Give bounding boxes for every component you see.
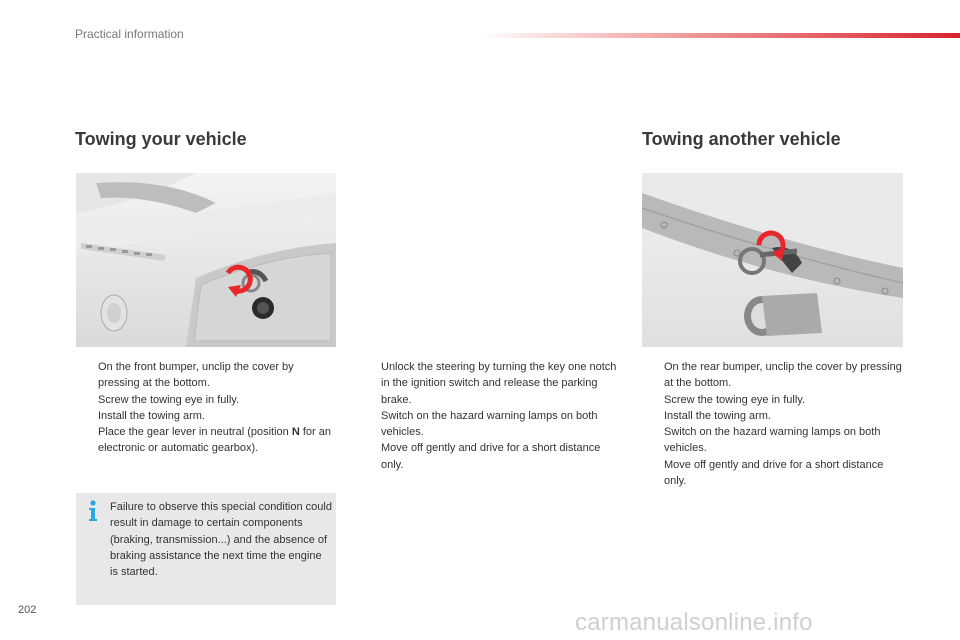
list-item: Install the towing arm.: [664, 409, 771, 422]
list-item: Move off gently and drive for a short distance only.: [381, 442, 601, 471]
towing-your-vehicle-title: Towing your vehicle: [75, 129, 247, 149]
section-label: Practical information: [75, 27, 184, 41]
list-item: On the rear bumper, unclip the cover by pressing at the bottom.: [664, 361, 902, 390]
info-icon: [86, 500, 100, 522]
list-item: On the front bumper, unclip the cover by pressing at the bottom.: [98, 361, 294, 390]
list-item: Switch on the hazard warning lamps on both vehicles.: [664, 426, 881, 455]
towing-another-vehicle-title: Towing another vehicle: [642, 129, 841, 149]
list-item: Unlock the steering by turning the key one notch in the ignition switch and release the parking brake.: [381, 361, 617, 406]
list-item: Screw the towing eye in fully.: [98, 393, 240, 406]
middle-steps-list: [359, 359, 619, 473]
page-number: 202: [18, 604, 37, 616]
front-bumper-photo: [76, 173, 336, 347]
watermark: carmanualsonline.info: [575, 609, 813, 636]
info-text: Failure to observe this special condition could result in damage to certain components (braking, transmission...) and the absence of braking assistance the next time the engine is started.: [110, 501, 332, 579]
list-item: Install the towing arm.: [98, 409, 205, 422]
rear-bumper-photo: [642, 173, 903, 347]
right-steps-list: [642, 359, 902, 489]
list-item: Switch on the hazard warning lamps on both vehicles.: [381, 409, 598, 439]
header-accent-line: [480, 33, 960, 38]
list-item: Move off gently and drive for a short distance only.: [664, 458, 884, 488]
info-box: [76, 493, 336, 605]
left-steps-list: [76, 359, 336, 457]
list-item: Screw the towing eye in fully.: [664, 393, 806, 406]
list-item: Place the gear lever in neutral (position N for an electronic or automatic gearbox).: [98, 426, 331, 455]
